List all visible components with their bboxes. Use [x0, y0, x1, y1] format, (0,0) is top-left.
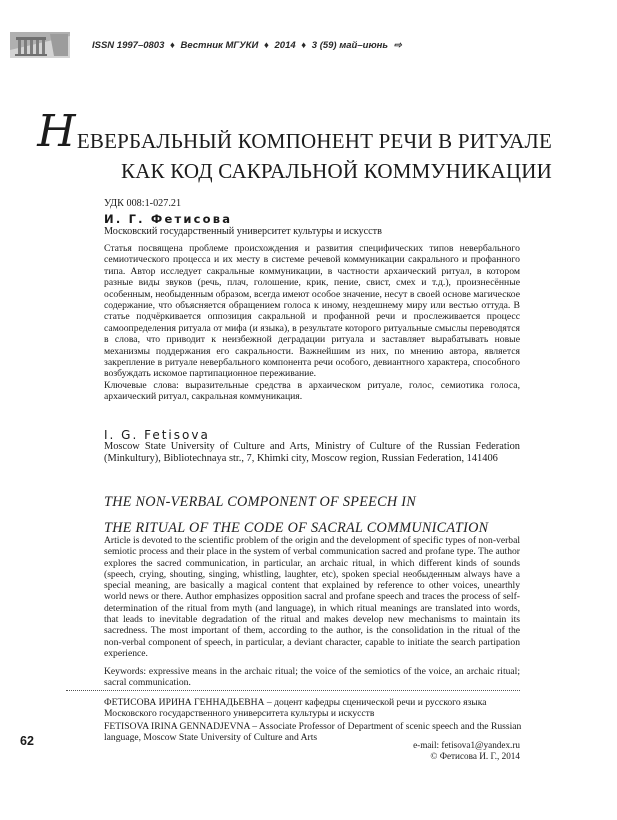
- contact-info: [320, 740, 520, 762]
- copyright-notice: © Фетисова И. Г., 2014: [430, 751, 520, 761]
- footnote-divider: [66, 690, 520, 691]
- author-email[interactable]: e-mail: fetisova1@yandex.ru: [413, 740, 520, 750]
- affiliation-ru: Московский государственный университет культуры и искусств: [104, 226, 382, 237]
- header-issue: 3 (59) май–июнь: [311, 40, 389, 51]
- header-bullet: ♦: [170, 40, 175, 51]
- header-journal: Вестник МГУКИ: [180, 40, 259, 51]
- article-title-ru: [0, 106, 552, 183]
- title-line1: ЕВЕРБАЛЬНЫЙ КОМПОНЕНТ РЕЧИ В РИТУАЛЕ: [76, 129, 552, 153]
- header-year: 2014: [274, 40, 296, 51]
- abstract-en: Article is devoted to the scientific problem of the origin and the development of specific types of non-verbal semiotic process and their place in the system of verbal communication sacred and profane type. The author explores the sacred communication, in particular, an archaic ritual, in which different kinds of sounds (speech, crying, shouting, singing, whistling, laughter, etc), spoken special необыденным always have a special meaning, are basically a magical content that explained by reference to other voices, unearthly world news or there. Author emphasizes opposition sacral and profane speech and traces the process of self-determination of the ritual from myth (and language), in which ritual meanings are translated into words, that leads to inevitable degradation of the ritual and makes develop new mechanisms to maintain its sacredness. The most important of them, according to the author, is the consolidation in the ritual of the non-verbal component of speech, in particular, a deviant character, capable to initiate the search partipation experience.: [104, 535, 520, 659]
- article-title-en: [104, 492, 534, 539]
- journal-logo-icon: [10, 32, 72, 58]
- title-dropcap: Н: [37, 106, 76, 157]
- title-en-line2: THE RITUAL OF THE CODE OF SACRAL COMMUNICATION: [104, 520, 489, 536]
- keywords-en: Keywords: expressive means in the archaic ritual; the voice of the semiotics of the voice, an archaic ritual; sacral communication.: [104, 666, 520, 689]
- author-name-en: I. G. Fetisova: [104, 428, 210, 442]
- title-en-line1: THE NON-VERBAL COMPONENT OF SPEECH IN: [104, 494, 417, 510]
- journal-header: [92, 40, 405, 51]
- author-bio-ru: ФЕТИСОВА ИРИНА ГЕННАДЬЕВНА – доцент кафедры сценической речи и русского языка Московского государственного университета культуры и искусств: [104, 697, 487, 720]
- header-bullet: ♦: [301, 40, 307, 51]
- header-issn: ISSN 1997–0803: [92, 40, 165, 51]
- page-number: 62: [20, 734, 34, 748]
- author-bio-en: FETISOVA IRINA GENNADJEVNA – Associate Professor of Department of scenic speech and the Russian language, Moscow State University of Culture and Arts: [104, 721, 522, 744]
- author-name-ru: И. Г. Фетисова: [104, 212, 233, 226]
- abstract-ru: Статья посвящена проблеме происхождения и развития специфических типов невербального семиотического процесса и их месту в системе речевой коммуникации сакрального и профанного типа. Автор исследует сакральные коммуникации, в частности архаический ритуал, в котором разные виды звуков (речь, плач, голошение, крик, пение, свист, смех и т.д.), произнесённые особенным, необыденным образом, всегда имеют особое значение, несут в своей основе магическое содержание, что объясняется обращением голоса к иному, нездешнему миру или вестью оттуда. В статье подчёркивается оппозиция сакральной и профанной речи и прослеживается процесс самоопределения ритуала от мифа (и языка), в результате которого ритуальные смыслы переводятся в слова, что приводит к неизбежной деградации ритуала и заставляет вырабатывать новые механизмы поддержания его сакральности. Важнейшим из них, по мнению автора, является закрепление в ритуале невербального компонента речи особого, девиантного характера, способного возбуждать искомое партипационное переживание.: [104, 243, 520, 380]
- affiliation-en: Moscow State University of Culture and Arts, Ministry of Culture of the Russian Federation (Minkultury), Bibliotechnaya str., 7, Khimki city, Moscow region, Russian Federation, 141406: [104, 441, 520, 465]
- keywords-ru: Ключевые слова: выразительные средства в архаическом ритуале, голос, семиотика голоса, архаический ритуал, сакральная коммуникация.: [104, 380, 520, 403]
- header-arrow-icon: ⇨: [393, 40, 402, 51]
- header-bullet: ♦: [264, 40, 269, 51]
- title-line2: КАК КОД САКРАЛЬНОЙ КОММУНИКАЦИИ: [120, 159, 552, 183]
- udk-code: УДК 008:1-027.21: [104, 198, 182, 209]
